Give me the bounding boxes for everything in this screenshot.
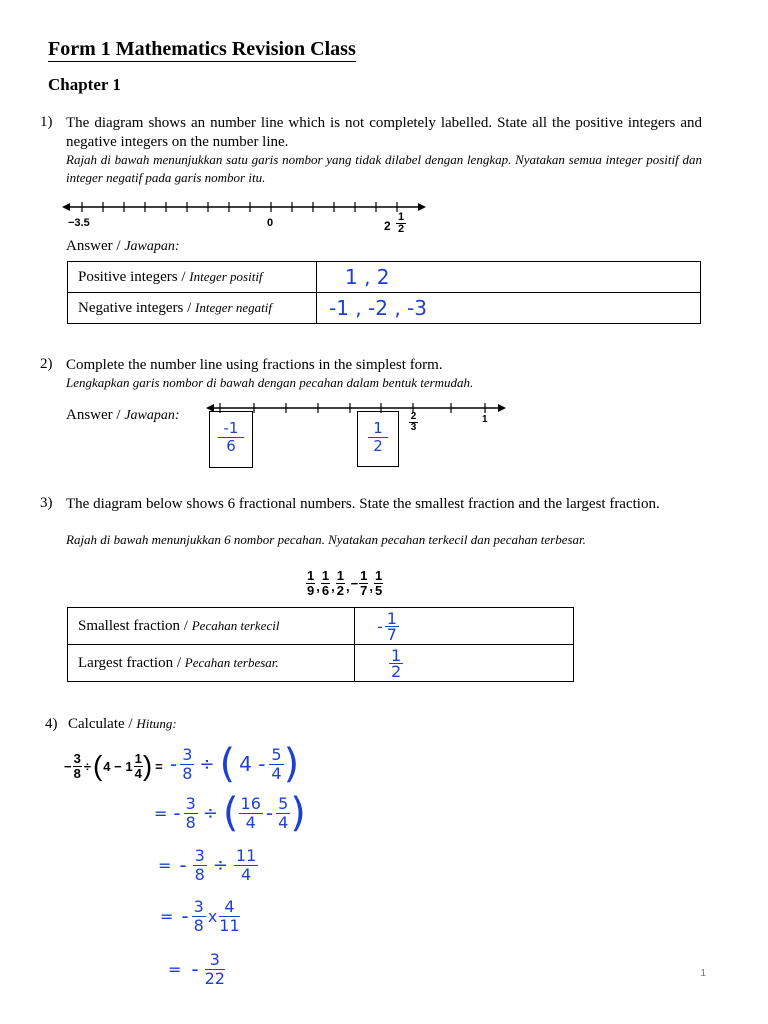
q1-text-malay: Rajah di bawah menunjukkan satu garis nombor yang tidak dilabel dengan lengkap. Nyatakan semua integer positif dan integer negatif pada garis nombor itu. (66, 152, 702, 185)
q2-box1-fraction: -1 6 (218, 420, 244, 455)
q1-label-zero: 0 (267, 217, 274, 229)
q2-answer-label: Answer / Jawapan: (66, 407, 180, 423)
q4-text: Calculate / Hitung: (68, 716, 177, 732)
q2-number: 2) (40, 356, 53, 372)
q4-step-3: = - $\frac{3}{8}$ ÷ $\frac{11}{4}$ (158, 845, 257, 884)
q3-fraction-list: 1 9 , 1 6 , 1 2 , − $\frac{1}{7}$ , 1 5 (307, 567, 383, 598)
q1-number-line (60, 196, 435, 218)
q3-smallest-answer[interactable]: - 1 7 (355, 608, 574, 645)
q3-row-label: Smallest fraction / Pecahan terkecil (68, 608, 355, 645)
q4-step-4: = - 3 8 x 4 11 (160, 896, 240, 935)
q1-row-label: Negative integers / Integer negatif (68, 293, 317, 324)
table-row (68, 645, 574, 682)
q2-label-two-thirds: 2 3 (410, 411, 417, 433)
q3-fraction: 1 2 (336, 567, 344, 598)
q2-text: Complete the number line using fractions in the simplest form. (66, 357, 443, 373)
q3-text-malay: Rajah di bawah menunjukkan 6 nombor pecahan. Nyatakan pecahan terkecil dan pecahan terbesar. (66, 532, 586, 547)
q3-text: The diagram below shows 6 fractional numbers. State the smallest fraction and the largest fraction. (66, 496, 660, 512)
table-row (68, 262, 701, 293)
q1-text: The diagram shows an number line which is not completely labelled. State all the positive integers and negative integers on the number line. (66, 115, 702, 150)
q3-number: 3) (40, 495, 53, 511)
q1-answer-label: Answer / Jawapan: (66, 238, 180, 254)
q1-label-right-fraction: 1 2 (397, 211, 405, 235)
q1-row-label: Positive integers / Integer positif (68, 262, 317, 293)
q2-label-one: 1 (482, 414, 488, 425)
q4-step-2: = - $\frac{3}{8}$ ÷ ( 16 4 - 5 4 ) (154, 790, 306, 836)
q2-text-malay: Lengkapkan garis nombor di bawah dengan pecahan dalam bentuk termudah. (66, 375, 474, 390)
q3-fraction: $\frac{1}{7}$ (360, 567, 368, 598)
q3-row-label: Largest fraction / Pecahan terbesar. (68, 645, 355, 682)
q1-answer-table (67, 261, 701, 324)
q3-fraction: 1 9 (307, 567, 315, 598)
q2-box2-fraction: 1 2 (368, 420, 388, 455)
q1-number: 1) (40, 114, 53, 130)
q3-largest-answer[interactable]: $\frac{1}{2}$ (355, 645, 574, 682)
q1-negative-answer[interactable]: -1 , -2 , -3 (317, 293, 701, 324)
q4-step-1: - $\frac{3}{8}$ ÷ ( 4 - 5 4 ) (170, 741, 300, 787)
q3-fraction: 1 6 (321, 567, 330, 598)
table-row (68, 608, 574, 645)
q1-label-right-whole: 2 (384, 219, 391, 233)
q3-answer-table (67, 607, 574, 682)
chapter-heading: Chapter 1 (48, 75, 121, 94)
table-row (68, 293, 701, 324)
q4-problem: − $\frac{3}{8}$ ÷ ( 4 − 1 1 4 ) = (64, 750, 163, 781)
page-title: Form 1 Mathematics Revision Class (48, 38, 356, 60)
q4-step-5: = - 3 22 (168, 949, 225, 988)
q3-fraction: 1 5 (375, 567, 383, 598)
q1-positive-answer[interactable]: 1 , 2 (317, 262, 701, 293)
page-number: 1 (700, 968, 706, 979)
q1-label-left: −3.5 (68, 217, 90, 229)
q4-number: 4) (45, 716, 58, 732)
